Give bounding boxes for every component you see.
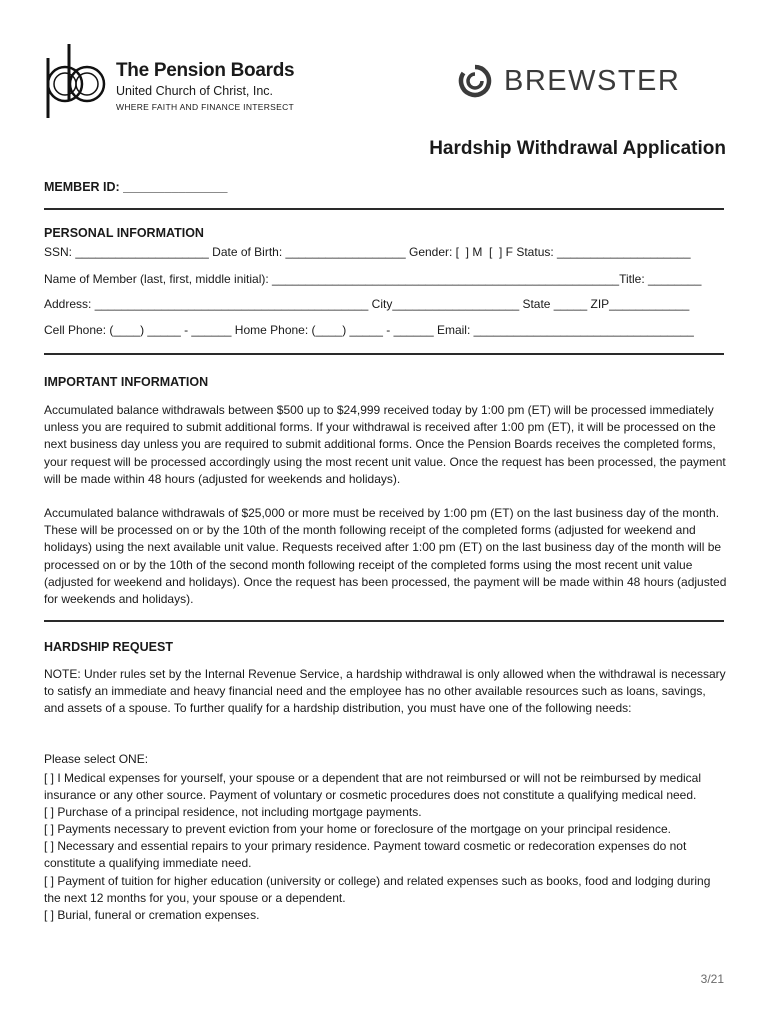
hardship-options-list xyxy=(44,770,728,924)
section-divider xyxy=(44,208,724,210)
important-info-paragraph: Accumulated balance withdrawals between $500 up to $24,999 received today by 1:00 pm (ET) will be processed immediately unless you are required to submit additional forms. If your withdrawal is received after 1:00 pm (ET), it will be processed on the next business day unless you are required to submit additional forms. Once the Pension Boards receives the completed forms, your request will be processed accordingly using the most recent unit value. Once the request has been processed, the payment will be made within 48 hours (adjusted for weekends and holidays). xyxy=(44,403,726,486)
important-info-heading: IMPORTANT INFORMATION xyxy=(44,375,209,389)
hardship-option-eviction[interactable]: [ ] Payments necessary to prevent eviction from your home or foreclosure of the mortgage on your principal residence. xyxy=(44,822,671,837)
pension-boards-title: The Pension Boards xyxy=(116,60,295,81)
section-divider xyxy=(44,353,724,355)
section-divider xyxy=(44,620,724,622)
pension-boards-logo xyxy=(42,44,295,124)
ssn-dob-gender-status-fields[interactable]: SSN: ____________________ Date of Birth: __________________ Gender: [ ] M [ ] F Status: ____________________ xyxy=(44,245,691,259)
hardship-option-repairs[interactable]: [ ] Necessary and essential repairs to your primary residence. Payment toward cosmetic or redecoration expenses do not constitute a qualifying immediate need. xyxy=(44,839,687,871)
brewster-logo xyxy=(458,62,681,102)
phone-email-fields[interactable]: Cell Phone: (____) _____ - ______ Home Phone: (____) _____ - ______ Email: _________________________________ xyxy=(44,323,694,337)
important-info-paragraph: Accumulated balance withdrawals of $25,000 or more must be received by 1:00 pm (ET) on the last business day of the month. These will be processed on or by the 10th of the month following receipt of the completed forms (adjusted for weekend and holidays) using the next available unit value. Requests received after 1:00 pm (ET) on the last business day of the month will be processed on or by the 10th of the second month following receipt of the completed forms using the most recent unit value (adjusted for weekend and holidays). Once the request has been processed, the payment will be made within 48 hours (adjusted for weekends and holidays). xyxy=(44,506,727,607)
select-one-label: Please select ONE: xyxy=(44,752,149,766)
page-number: 3/21 xyxy=(700,972,724,986)
brewster-logo-icon xyxy=(458,64,492,98)
pension-boards-tagline: WHERE FAITH AND FINANCE INTERSECT xyxy=(116,102,295,112)
hardship-option-tuition[interactable]: [ ] Payment of tuition for higher education (university or college) and related expenses such as books, food and lodging during the next 12 months for you, your spouse or a dependent. xyxy=(44,873,711,905)
hardship-request-heading: HARDSHIP REQUEST xyxy=(44,640,173,654)
address-fields[interactable]: Address: _________________________________________ City___________________ State _____ ZIP____________ xyxy=(44,297,690,311)
name-title-fields[interactable]: Name of Member (last, first, middle initial): ____________________________________________________Title: ________ xyxy=(44,272,702,286)
hardship-option-burial[interactable]: [ ] Burial, funeral or cremation expenses. xyxy=(44,907,260,922)
pension-boards-subtitle: United Church of Christ, Inc. xyxy=(116,84,274,98)
page-title: Hardship Withdrawal Application xyxy=(429,138,726,159)
hardship-option-residence-purchase[interactable]: [ ] Purchase of a principal residence, not including mortgage payments. xyxy=(44,805,422,820)
personal-info-heading: PERSONAL INFORMATION xyxy=(44,226,204,240)
brewster-wordmark: BREWSTER xyxy=(504,65,681,97)
member-id-field[interactable]: MEMBER ID: _______________ xyxy=(44,180,228,194)
hardship-option-medical[interactable]: [ ] I Medical expenses for yourself, your spouse or a dependent that are not reimbursed or will not be reimbursed by medical insurance or any other source. Payment of voluntary or cosmetic procedures does not constitute a qualifying medical need. xyxy=(44,771,702,803)
pension-boards-logo-icon xyxy=(42,44,112,120)
hardship-note: NOTE: Under rules set by the Internal Revenue Service, a hardship withdrawal is only allowed when the withdrawal is necessary to satisfy an immediate and heavy financial need and the employee has no other available resources such as loans, savings, and assets of a spouse. To further qualify for a hardship distribution, you must have one of the following needs: xyxy=(44,667,726,716)
